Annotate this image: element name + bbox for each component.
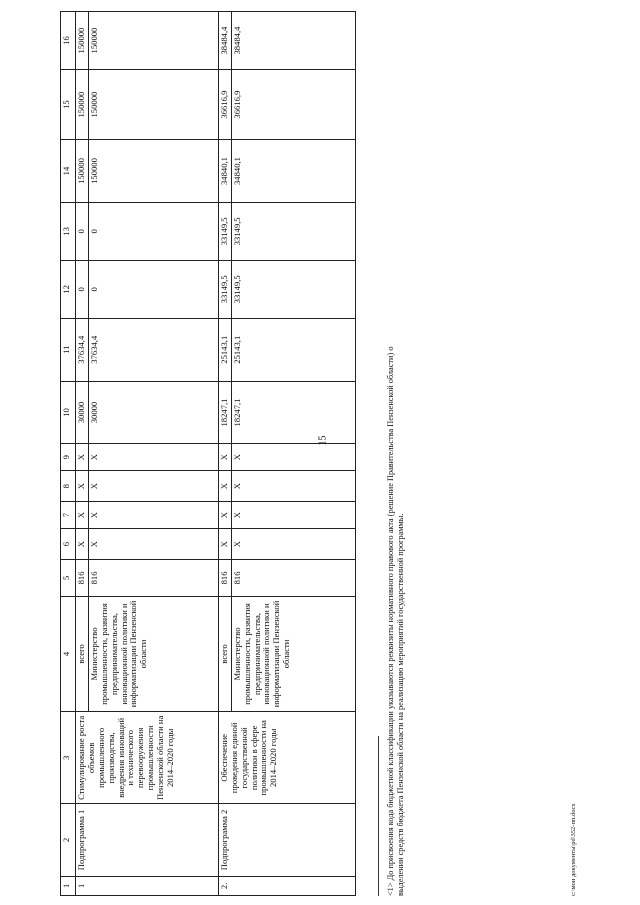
- footnote: [386, 11, 407, 896]
- cell: 36616,9: [231, 70, 355, 140]
- cell: X: [88, 470, 218, 501]
- executor: Министерство промышленности, развития предпринимательства, инновационной политики и информатизации Пензенской области: [231, 596, 355, 712]
- row-number: 2.: [218, 876, 355, 895]
- cell: 150000: [76, 140, 89, 203]
- cell: 33149,5: [231, 260, 355, 318]
- cell: X: [218, 444, 231, 471]
- cell: 18247,1: [218, 381, 231, 444]
- cell: 38484,4: [218, 12, 231, 70]
- cell: X: [218, 528, 231, 559]
- page-number: 15: [317, 435, 329, 446]
- program-table: [60, 11, 356, 896]
- col-header: 4: [61, 596, 76, 712]
- rotated-page-content: [60, 11, 580, 896]
- subprogram-name: Подпрограмма 2: [218, 804, 355, 876]
- cell: 25143,1: [218, 318, 231, 381]
- cell: 25143,1: [231, 318, 355, 381]
- cell: X: [231, 528, 355, 559]
- cell: 33149,5: [231, 202, 355, 260]
- cell: 38484,4: [231, 12, 355, 70]
- cell: X: [76, 528, 89, 559]
- row-number: 1: [76, 876, 219, 895]
- col-header: 2: [61, 804, 76, 876]
- cell: X: [76, 470, 89, 501]
- cell: 816: [76, 560, 89, 596]
- cell: 150000: [88, 12, 218, 70]
- cell: X: [218, 502, 231, 529]
- cell: 150000: [88, 70, 218, 140]
- cell: 34840,1: [231, 140, 355, 203]
- cell: 0: [88, 260, 218, 318]
- col-header: 15: [61, 70, 76, 140]
- cell: 150000: [76, 70, 89, 140]
- cell: 36616,9: [218, 70, 231, 140]
- cell: 30000: [88, 381, 218, 444]
- cell: X: [76, 502, 89, 529]
- col-header: 1: [61, 876, 76, 895]
- cell: 150000: [76, 12, 89, 70]
- col-header: 12: [61, 260, 76, 318]
- cell: 37634,4: [88, 318, 218, 381]
- executor: всего: [76, 596, 89, 712]
- col-header: 14: [61, 140, 76, 203]
- footnote-separator: [378, 736, 379, 896]
- cell: X: [218, 470, 231, 501]
- executor: всего: [218, 596, 231, 712]
- cell: X: [231, 444, 355, 471]
- col-header: 13: [61, 202, 76, 260]
- cell: 34840,1: [218, 140, 231, 203]
- cell: X: [88, 528, 218, 559]
- subprogram-description: Обеспечение проведения единой государственной политики в сфере промышленности на 2014–2020 годы: [218, 712, 355, 804]
- subprogram-name: Подпрограмма 1: [76, 804, 219, 876]
- cell: X: [88, 502, 218, 529]
- cell: 0: [88, 202, 218, 260]
- col-header: 7: [61, 502, 76, 529]
- cell: 0: [76, 202, 89, 260]
- table-row: [218, 12, 231, 896]
- cell: 816: [88, 560, 218, 596]
- cell: 150000: [88, 140, 218, 203]
- cell: 816: [231, 560, 355, 596]
- cell: 18247,1: [231, 381, 355, 444]
- col-header: 8: [61, 470, 76, 501]
- col-header: 9: [61, 444, 76, 471]
- footnote-line-1: <1> До присвоения кода бюджетной классификации указываются реквизиты нормативного правового акта (решение Правительства Пензенской области) о: [386, 346, 395, 896]
- col-header: 10: [61, 381, 76, 444]
- col-header: 16: [61, 12, 76, 70]
- cell: 33149,5: [218, 202, 231, 260]
- col-header: 6: [61, 528, 76, 559]
- cell: 0: [76, 260, 89, 318]
- cell: 37634,4: [76, 318, 89, 381]
- cell: X: [231, 502, 355, 529]
- footnote-line-2: выделении средств бюджета Пензенской области на реализацию мероприятий государственной программы.: [396, 513, 406, 896]
- col-header: 3: [61, 712, 76, 804]
- executor: Министерство промышленности, развития предпринимательства, инновационной политики и информатизации Пензенской области: [88, 596, 218, 712]
- col-header: 5: [61, 560, 76, 596]
- cell: 33149,5: [218, 260, 231, 318]
- cell: 30000: [76, 381, 89, 444]
- cell: X: [231, 470, 355, 501]
- file-path: c:\мои документы\pd\352-пп.docx: [570, 803, 577, 896]
- col-header: 11: [61, 318, 76, 381]
- cell: X: [76, 444, 89, 471]
- cell: X: [88, 444, 218, 471]
- cell: 816: [218, 560, 231, 596]
- subprogram-description: Стимулирование роста объемов промышленного производства, внедрения инноваций и технического перевооружения промышленности Пензенской области на 2014–2020 годы: [76, 712, 219, 804]
- table-row: [76, 12, 89, 896]
- header-row: [61, 12, 76, 896]
